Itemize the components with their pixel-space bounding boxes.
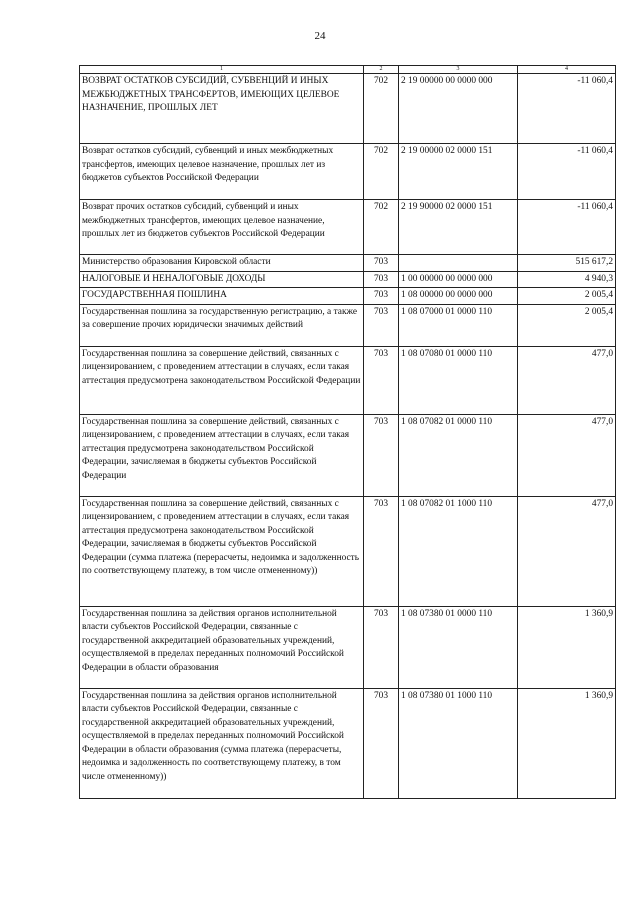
- table-row: [80, 606, 616, 688]
- row-code: 703: [364, 496, 399, 606]
- row-code: 703: [364, 288, 399, 305]
- col-header-1: 1: [80, 66, 364, 74]
- row-amount: 4 940,3: [518, 271, 616, 288]
- revenue-table: [79, 65, 616, 799]
- row-code: 702: [364, 144, 399, 200]
- table-row: [80, 271, 616, 288]
- row-kbk: 2 19 00000 02 0000 151: [399, 144, 518, 200]
- row-kbk: 1 08 07082 01 0000 110: [399, 414, 518, 496]
- row-name: ВОЗВРАТ ОСТАТКОВ СУБСИДИЙ, СУБВЕНЦИЙ И ИНЫХ МЕЖБЮДЖЕТНЫХ ТРАНСФЕРТОВ, ИМЕЮЩИХ ЦЕЛЕВОЕ НАЗНАЧЕНИЕ, ПРОШЛЫХ ЛЕТ: [80, 74, 364, 144]
- table-row: [80, 414, 616, 496]
- table-row: [80, 304, 616, 346]
- row-name: Государственная пошлина за действия органов исполнительной власти субъектов Российской Федерации, связанные с государственной аккредитацией образовательных учреждений, осуществляемой в пределах переданных полномочий Российской Федерации в области образования (сумма платежа (перерасчеты, недоимка и задолженность по соответствующему платежу, в том числе отмененному)): [80, 688, 364, 798]
- row-code: 703: [364, 255, 399, 272]
- page-number: 24: [314, 30, 326, 42]
- row-name: Государственная пошлина за совершение действий, связанных с лицензированием, с проведением аттестации в случаях, если такая аттестация предусмотрена законодательством Российской Федерации, зачисляемая в бюджеты субъектов Российской Федерации (сумма платежа (перерасчеты, недоимка и задолженность по соответствующему платежу, в том числе отмененному)): [80, 496, 364, 606]
- table-row: [80, 74, 616, 144]
- col-header-2: 2: [364, 66, 399, 74]
- row-kbk: 1 08 07380 01 1000 110: [399, 688, 518, 798]
- row-code: 703: [364, 304, 399, 346]
- row-kbk: 1 08 07080 01 0000 110: [399, 346, 518, 414]
- row-code: 703: [364, 606, 399, 688]
- row-name: Государственная пошлина за действия органов исполнительной власти субъектов Российской Федерации, связанные с государственной аккредитацией образовательных учреждений, осуществляемой в пределах переданных полномочий Российской Федерации в области образования: [80, 606, 364, 688]
- row-amount: -11 060,4: [518, 200, 616, 255]
- table-row: [80, 688, 616, 798]
- row-kbk: [399, 255, 518, 272]
- row-code: 703: [364, 688, 399, 798]
- row-name: НАЛОГОВЫЕ И НЕНАЛОГОВЫЕ ДОХОДЫ: [80, 271, 364, 288]
- row-amount: 515 617,2: [518, 255, 616, 272]
- row-amount: 1 360,9: [518, 606, 616, 688]
- row-code: 703: [364, 271, 399, 288]
- row-name: Возврат остатков субсидий, субвенций и иных межбюджетных трансфертов, имеющих целевое назначение, прошлых лет из бюджетов субъектов Российской Федерации: [80, 144, 364, 200]
- row-amount: 2 005,4: [518, 288, 616, 305]
- row-amount: 477,0: [518, 496, 616, 606]
- row-kbk: 1 08 07000 01 0000 110: [399, 304, 518, 346]
- table-row: [80, 200, 616, 255]
- row-name: Возврат прочих остатков субсидий, субвенций и иных межбюджетных трансфертов, имеющих целевое назначение, прошлых лет из бюджетов субъектов Российской Федерации: [80, 200, 364, 255]
- row-amount: 477,0: [518, 414, 616, 496]
- row-name: Государственная пошлина за государственную регистрацию, а также за совершение прочих юридически значимых действий: [80, 304, 364, 346]
- row-name: ГОСУДАРСТВЕННАЯ ПОШЛИНА: [80, 288, 364, 305]
- row-code: 702: [364, 74, 399, 144]
- table-row: [80, 496, 616, 606]
- table-header-row: [80, 66, 616, 74]
- row-code: 703: [364, 346, 399, 414]
- col-header-4: 4: [518, 66, 616, 74]
- row-amount: -11 060,4: [518, 74, 616, 144]
- row-name: Государственная пошлина за совершение действий, связанных с лицензированием, с проведением аттестации в случаях, если такая аттестация предусмотрена законодательством Российской Федерации, зачисляемая в бюджеты субъектов Российской Федерации: [80, 414, 364, 496]
- row-kbk: 1 08 00000 00 0000 000: [399, 288, 518, 305]
- row-kbk: 2 19 90000 02 0000 151: [399, 200, 518, 255]
- row-code: 702: [364, 200, 399, 255]
- col-header-3: 3: [399, 66, 518, 74]
- table-row: [80, 144, 616, 200]
- row-kbk: 1 08 07380 01 0000 110: [399, 606, 518, 688]
- table-row: [80, 255, 616, 272]
- row-kbk: 2 19 00000 00 0000 000: [399, 74, 518, 144]
- table-row: [80, 346, 616, 414]
- row-amount: 1 360,9: [518, 688, 616, 798]
- row-name: Государственная пошлина за совершение действий, связанных с лицензированием, с проведением аттестации в случаях, если такая аттестация предусмотрена законодательством Российской Федерации: [80, 346, 364, 414]
- row-amount: 477,0: [518, 346, 616, 414]
- row-kbk: 1 00 00000 00 0000 000: [399, 271, 518, 288]
- row-kbk: 1 08 07082 01 1000 110: [399, 496, 518, 606]
- table-row: [80, 288, 616, 305]
- row-amount: -11 060,4: [518, 144, 616, 200]
- row-code: 703: [364, 414, 399, 496]
- row-name: Министерство образования Кировской области: [80, 255, 364, 272]
- row-amount: 2 005,4: [518, 304, 616, 346]
